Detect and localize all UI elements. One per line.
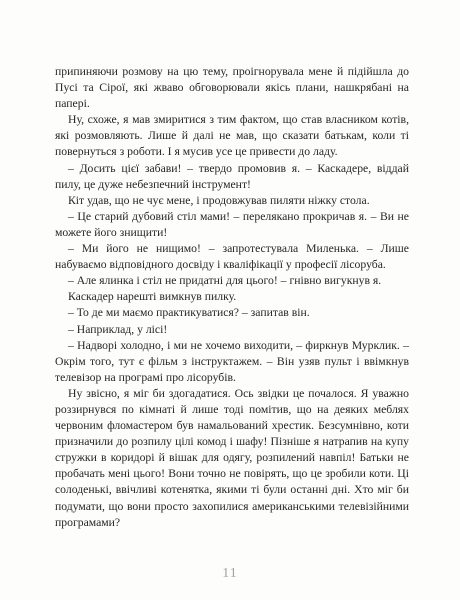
paragraph: – Але ялинка і стіл не придатні для цього! – гнівно вигукнув я. [68,274,382,288]
paragraph: – Досить цієї забави! – твердо промовив я. – Каскадере, віддай пилу, це дуже небезпечний інструмент! [55,161,409,191]
paragraph: – Ми його не нищимо! – запротестувала Миленька. – Лише набуваємо відповідного досвіду і кваліфікації у професії лісоруба. [55,242,409,272]
paragraph: – Надворі холодно, і ми не хочемо виходити, – фиркнув Мурклик. – Окрім того, тут є фільм з інструктажем. – Він узяв пульт і ввімкнув телевізор на програмі про лісорубів. [55,338,409,384]
paragraph: Кіт удав, що не чує мене, і продовжував пиляти ніжку стола. [68,193,370,207]
paragraph: – Наприклад, у лісі! [68,322,168,336]
paragraph: Ну, схоже, я мав змиритися з тим фактом, що став власником котів, які розмовляють. Лише й далі не мав, що сказати батькам, коли ті повернуться з роботи. І я мусив усе це привести до ладу. [55,113,409,159]
paragraph: Каскадер нарешті вимкнув пилку. [68,290,237,304]
paragraph: припиняючи розмову на цю тему, проігнорувала мене й підійшла до Пусі та Сірої, які жваво обговорювали якісь плани, нашкрябані на папері. [55,65,409,111]
page-number: 11 [222,566,238,581]
body-text [55,64,409,531]
paragraph: Ну звісно, я міг би здогадатися. Ось звідки це почалося. Я уважно роззирнувся по кімнаті й лише тоді помітив, що на деяких меблях червоним фломастером був намальований хрестик. Безсумнівно, коти призначили до розпилу цілі комод і шафу! Пізніше я натрапив на купу стружки в коридорі й вішак для одягу, розпилений навпіл! Батьки не пробачать мені цього! Вони точно не повірять, що це зробили коти. Ці солоденькі, ввічливі котенятка, якими ті були останні дні. Хто міг би подумати, що вони просто захопилися американськими телевізійними програмами? [55,386,409,529]
paragraph: – Це старий дубовий стіл мами! – перелякано прокричав я. – Ви не можете його знищити! [55,209,409,239]
paragraph: – То де ми маємо практикуватися? – запитав він. [68,306,310,320]
